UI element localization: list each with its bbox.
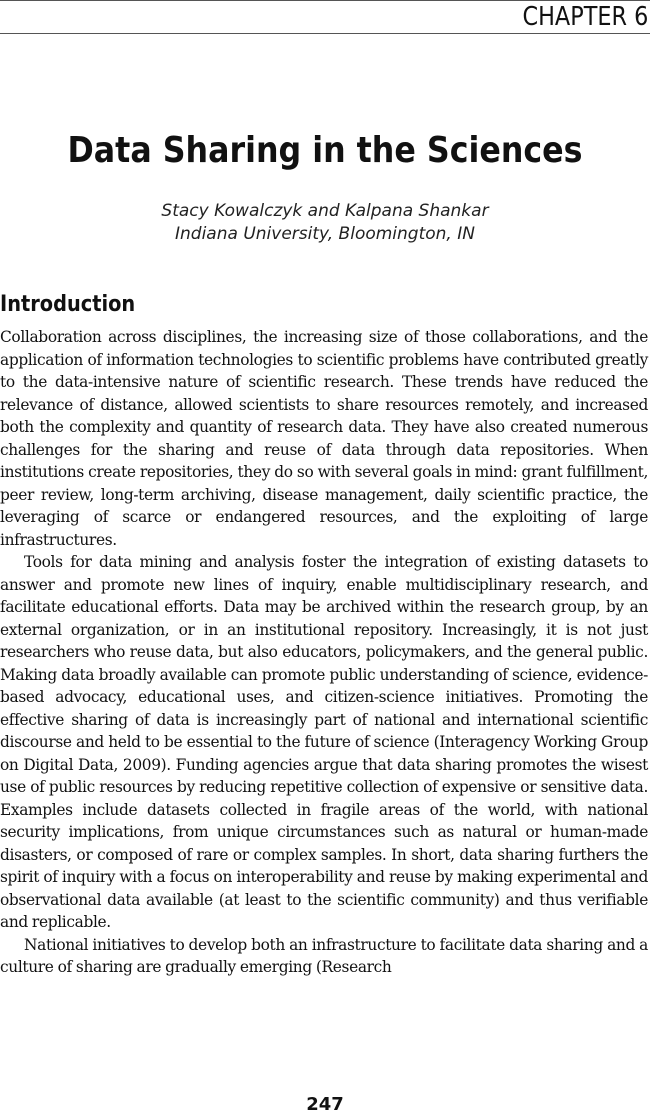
chapter-header (0, 0, 650, 34)
section-heading: Introduction (0, 292, 136, 317)
paragraph: Tools for data mining and analysis foster the integration of existing datasets to answer and promote new lines of inquiry, enable multidisciplinary research, and facilitate educational efforts. Data may be archived within the research group, by an external organization, or in an institutional repository. Increasingly, it is not just researchers who reuse data, but also educators, policymakers, and the general public. Making data broadly available can promote public understanding of science, evidence-based advocacy, educational uses, and citizen-science initiatives. Promoting the effective sharing of data is increasingly part of national and international scientific discourse and held to be essential to the future of science (Interagency Working Group on Digital Data, 2009). Funding agencies argue that data sharing promotes the wisest use of public resources by reducing repetitive collection of expensive or sensitive data. Examples include datasets collected in fragile areas of the world, with national security implications, from unique circumstances such as natural or human-made disasters, or composed of rare or complex samples. In short, data sharing furthers the spirit of inquiry with a focus on interoperability and reuse by making experimental and observational data available (at least to the scientific community) and thus verifiable and replicable. (0, 553, 648, 931)
chapter-label: CHAPTER 6 (522, 2, 648, 32)
page-number: 247 (306, 1094, 344, 1115)
paragraph: Collaboration across disciplines, the increasing size of those collaborations, and the application of information technologies to scientific problems have contributed greatly to the data-intensive nature of scientific research. These trends have reduced the relevance of distance, allowed scientists to share resources remotely, and increased both the complexity and quantity of research data. They have also created numerous challenges for the sharing and reuse of data through data repositories. When institutions create repositories, they do so with several goals in mind: grant fulfillment, peer review, long-term archiving, disease management, daily scientific practice, the leveraging of scarce or endangered resources, and the exploiting of large infrastructures. (0, 328, 648, 549)
body-text (0, 326, 648, 979)
paragraph: National initiatives to develop both an infrastructure to facilitate data sharing and a culture of sharing are gradually emerging (Research (0, 935, 648, 976)
chapter-title: Data Sharing in the Sciences (67, 130, 583, 171)
author-affiliation: Indiana University, Bloomington, IN (175, 224, 475, 244)
author-names: Stacy Kowalczyk and Kalpana Shankar (161, 201, 489, 221)
